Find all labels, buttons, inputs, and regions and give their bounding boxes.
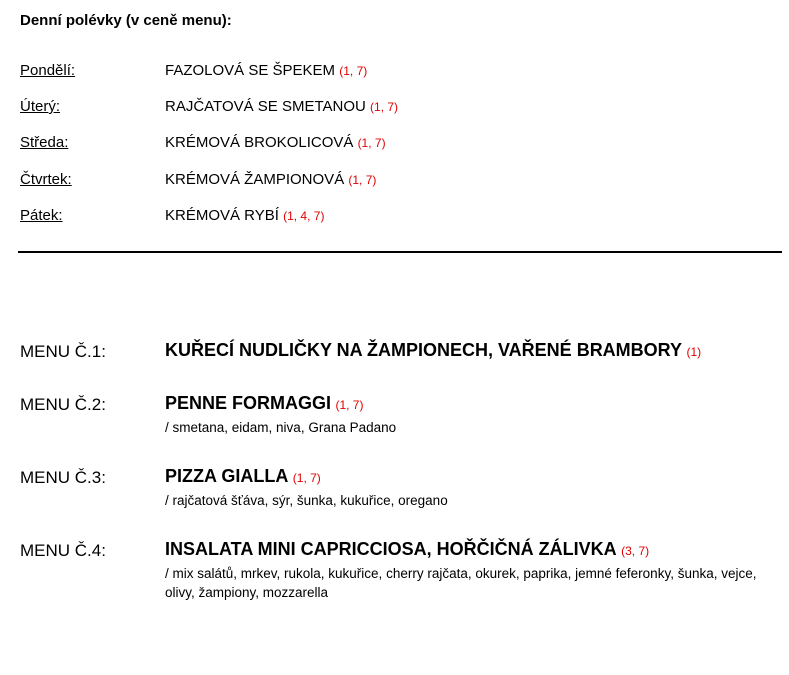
menu-main: [165, 466, 765, 510]
soup-allergens: (1, 7): [357, 136, 386, 150]
soup-dish: [165, 98, 398, 115]
menu-label: MENU Č.2:: [20, 395, 106, 414]
section-divider: [18, 251, 782, 253]
soup-dish-name: FAZOLOVÁ SE ŠPEKEM: [165, 62, 336, 79]
menu-label: MENU Č.4:: [20, 541, 106, 560]
menu-name: PENNE FORMAGGI: [165, 393, 332, 413]
menu-description: / rajčatová šťáva, sýr, šunka, kukuřice, oregano: [165, 493, 448, 508]
menu-name: KUŘECÍ NUDLIČKY NA ŽAMPIONECH, VAŘENÉ BRAMBORY: [165, 340, 683, 360]
page-title: Denní polévky (v ceně menu):: [20, 12, 232, 29]
soup-dish: [165, 62, 367, 79]
soup-dish: [165, 171, 376, 188]
soup-allergens: (1, 7): [348, 173, 377, 187]
soup-dish: [165, 207, 324, 224]
menu-name: INSALATA MINI CAPRICCIOSA, HOŘČIČNÁ ZÁLIVKA: [165, 539, 617, 559]
menu-title-line: [165, 393, 765, 414]
menu-title-line: [165, 340, 765, 361]
menu-main: [165, 539, 765, 602]
menu-title-line: [165, 466, 765, 487]
soup-dish: [165, 134, 386, 151]
menu-allergens: (1, 7): [335, 398, 364, 412]
soup-day: Úterý:: [20, 98, 61, 115]
soup-dish-name: RAJČATOVÁ SE SMETANOU: [165, 98, 366, 115]
soup-day: Čtvrtek:: [20, 171, 72, 188]
menu-label: MENU Č.1:: [20, 342, 106, 361]
menu-description: / smetana, eidam, niva, Grana Padano: [165, 420, 397, 435]
soup-dish-name: KRÉMOVÁ ŽAMPIONOVÁ: [165, 171, 345, 188]
menu-name: PIZZA GIALLA: [165, 466, 289, 486]
menu-allergens: (3, 7): [621, 544, 650, 558]
soup-day: Středa:: [20, 134, 69, 151]
soup-allergens: (1, 4, 7): [283, 209, 325, 223]
menu-allergens: (1, 7): [292, 471, 321, 485]
menu-allergens: (1): [686, 345, 702, 359]
menu-description: / mix salátů, mrkev, rukola, kukuřice, cherry rajčata, okurek, paprika, jemné feferonky, šunka, vejce, olivy, žampiony, mozzarella: [165, 566, 757, 600]
soup-dish-name: KRÉMOVÁ BROKOLICOVÁ: [165, 134, 354, 151]
menu-main: [165, 393, 765, 437]
menu-label: MENU Č.3:: [20, 468, 106, 487]
soup-allergens: (1, 7): [339, 64, 368, 78]
soup-day: Pondělí:: [20, 62, 76, 79]
menu-title-line: [165, 539, 765, 560]
menu-main: [165, 340, 765, 361]
soup-dish-name: KRÉMOVÁ RYBÍ: [165, 207, 279, 224]
soup-allergens: (1, 7): [370, 100, 399, 114]
soup-day: Pátek:: [20, 207, 63, 224]
